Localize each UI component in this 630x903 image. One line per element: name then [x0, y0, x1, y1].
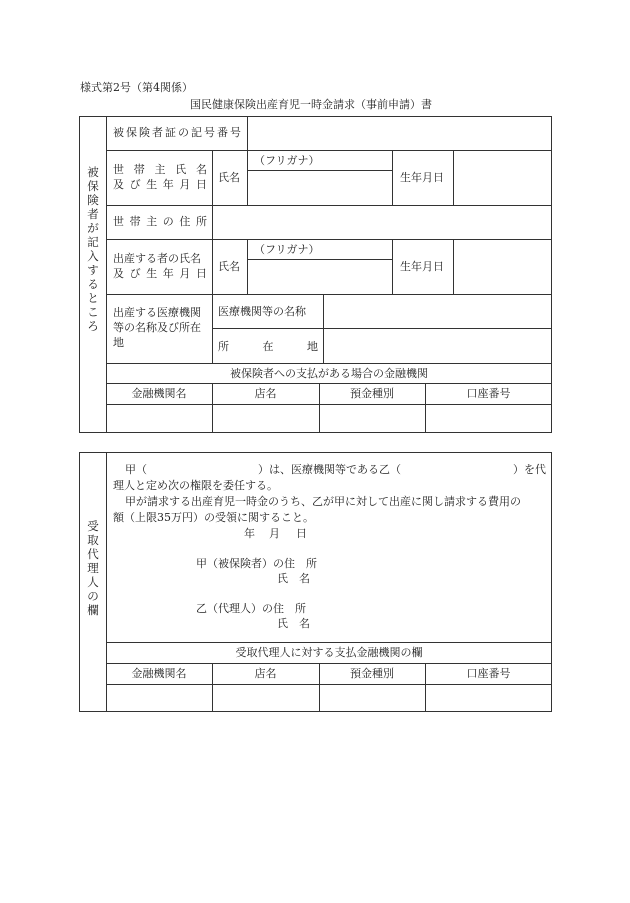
insured-bank-col-branch: 店名 — [254, 387, 277, 400]
insured-bank-caption: 被保険者への支払がある場合の金融機関 — [230, 367, 428, 380]
insured-bank-type-input[interactable] — [320, 405, 424, 432]
proxy-bank-branch-input[interactable] — [213, 685, 318, 711]
delegation-party-a-open: 甲（ — [125, 463, 147, 476]
insured-number-label: 被保険者証の記号番号 — [113, 126, 241, 139]
proxy-bank-col-account: 口座番号 — [466, 667, 511, 680]
insured-bank-col-account: 口座番号 — [466, 387, 511, 400]
householder-name-label: 世帯主氏名 — [113, 163, 207, 176]
facility-label-line3: 地 — [113, 336, 124, 349]
householder-birth-label: 及び生年月日 — [113, 178, 207, 191]
date-year-label: 年 — [244, 527, 255, 540]
householder-address-input[interactable] — [213, 206, 551, 238]
birth-person-name-input[interactable] — [248, 260, 391, 293]
delegation-line2: 理人と定め次の権限を委任する。 — [113, 479, 278, 492]
proxy-bank-type-input[interactable] — [320, 685, 424, 711]
birth-person-birthdate-label: 生年月日 — [400, 260, 444, 273]
facility-location-label: 所 在 地 — [218, 340, 318, 353]
party-a-address-label: 甲（被保険者）の住 所 — [196, 557, 317, 570]
householder-birthdate-label: 生年月日 — [400, 171, 444, 184]
insured-bank-branch-input[interactable] — [213, 405, 318, 432]
insured-bank-name-input[interactable] — [107, 405, 211, 432]
facility-location-input[interactable] — [324, 329, 551, 362]
party-b-address-label: 乙（代理人）の住 所 — [196, 602, 306, 615]
date-day-label: 日 — [296, 527, 307, 540]
householder-furigana-label: （フリガナ） — [254, 154, 320, 167]
delegation-scope-line2: 額（上限35万円）の受領に関すること。 — [113, 511, 314, 524]
facility-name-label: 医療機関等の名称 — [218, 305, 306, 318]
householder-name-input[interactable] — [248, 171, 391, 204]
birth-person-furigana-label: （フリガナ） — [254, 243, 320, 256]
facility-name-input[interactable] — [324, 295, 551, 327]
date-month-label: 月 — [269, 527, 280, 540]
party-b-name-label: 氏 名 — [277, 617, 310, 630]
householder-address-label: 世帯主の住所 — [113, 215, 207, 228]
birth-person-name-label: 出産する者の氏名 — [113, 252, 201, 265]
party-a-name-input[interactable] — [148, 462, 256, 477]
form-number: 様式第2号（第4関係） — [80, 81, 193, 94]
insured-bank-account-input[interactable] — [426, 405, 551, 432]
facility-label-line2: 等の名称及び所在 — [113, 321, 201, 334]
insured-bank-col-type: 預金種別 — [350, 387, 394, 400]
birth-person-birth-label: 及び生年月日 — [113, 267, 207, 280]
householder-name-field-label: 氏名 — [218, 171, 240, 184]
proxy-bank-col-branch: 店名 — [254, 667, 277, 680]
party-a-name-label: 氏 名 — [277, 572, 310, 585]
birth-person-name-field-label: 氏名 — [218, 260, 240, 273]
householder-birthdate-input[interactable] — [454, 151, 551, 204]
facility-label-line1: 出産する医療機関 — [113, 306, 201, 319]
delegation-close: ）を代 — [513, 463, 546, 476]
proxy-bank-col-name: 金融機関名 — [131, 667, 187, 680]
insured-side-label: 被保険者が記入するところ — [87, 165, 99, 333]
party-b-signature-input[interactable] — [315, 616, 545, 633]
proxy-bank-account-input[interactable] — [426, 685, 551, 711]
party-b-address-input[interactable] — [315, 600, 545, 617]
delegation-party-b-open: ）は、医療機関等である乙（ — [258, 463, 401, 476]
proxy-bank-caption: 受取代理人に対する支払金融機関の欄 — [235, 646, 423, 659]
birth-person-birthdate-input[interactable] — [454, 240, 551, 293]
delegation-scope-line1: 甲が請求する出産育児一時金のうち、乙が甲に対して出産に関し請求する費用の — [125, 495, 521, 508]
proxy-bank-name-input[interactable] — [107, 685, 211, 711]
party-a-address-input[interactable] — [315, 555, 545, 572]
proxy-side-label: 受取代理人の欄 — [87, 519, 99, 617]
party-b-name-input[interactable] — [405, 462, 513, 477]
insured-bank-col-name: 金融機関名 — [131, 387, 187, 400]
proxy-bank-col-type: 預金種別 — [350, 667, 394, 680]
party-a-signature-input[interactable] — [315, 571, 545, 588]
form-title: 国民健康保険出産育児一時金請求（事前申請）書 — [190, 98, 432, 111]
